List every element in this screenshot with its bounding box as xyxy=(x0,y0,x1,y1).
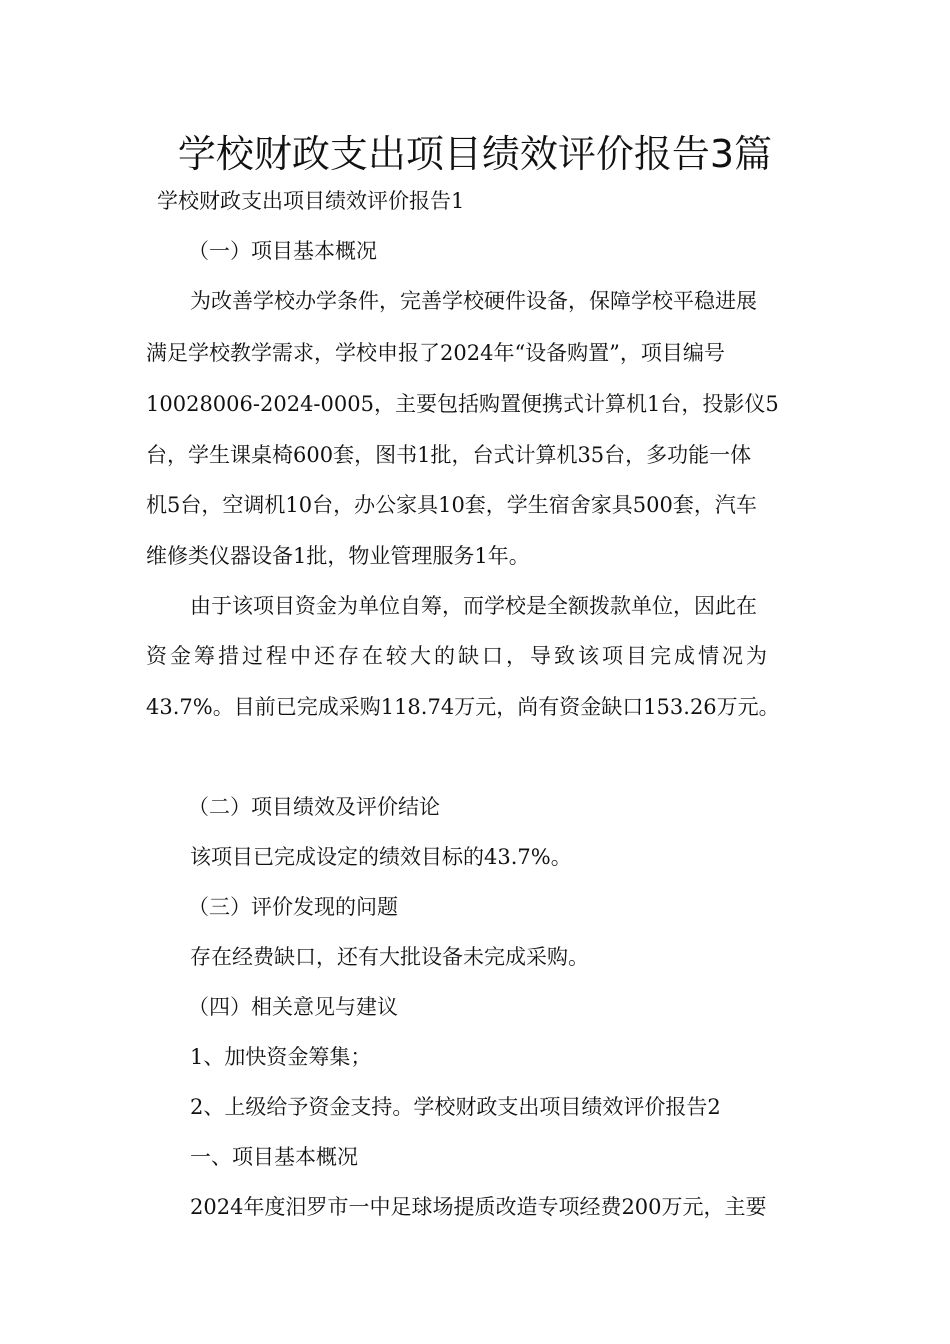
section-4-heading: （四）相关意见与建议 xyxy=(188,995,398,1019)
paragraph-line: 台，学生课桌椅600套，图书1批，台式计算机35台，多功能一体 xyxy=(146,443,752,467)
section-4-item-1: 1、加快资金筹集； xyxy=(190,1045,372,1069)
paragraph-line: 为改善学校办学条件，完善学校硬件设备，保障学校平稳进展 xyxy=(190,289,757,313)
paragraph-line: 机5台，空调机10台，办公家具10套，学生宿舍家具500套，汽车 xyxy=(146,493,757,517)
part-2-heading: 一、项目基本概况 xyxy=(190,1145,358,1169)
section-3-text: 存在经费缺口，还有大批设备未完成采购。 xyxy=(190,945,589,969)
paragraph-line: 满足学校教学需求，学校申报了2024年“设备购置”，项目编号 xyxy=(146,341,725,365)
section-1-heading: （一）项目基本概况 xyxy=(188,239,377,263)
paragraph-line: 10028006-2024-0005，主要包括购置便携式计算机1台，投影仪5 xyxy=(146,392,779,416)
report-1-subtitle: 学校财政支出项目绩效评价报告1 xyxy=(157,189,465,213)
paragraph-line: 维修类仪器设备1批，物业管理服务1年。 xyxy=(146,544,530,568)
section-2-heading: （二）项目绩效及评价结论 xyxy=(188,795,440,819)
section-3-heading: （三）评价发现的问题 xyxy=(188,895,398,919)
paragraph-line: 由于该项目资金为单位自筹，而学校是全额拨款单位，因此在 xyxy=(190,594,757,618)
paragraph-line: 43.7%。目前已完成采购118.74万元，尚有资金缺口153.26万元。 xyxy=(146,695,780,719)
part-2-text: 2024年度汨罗市一中足球场提质改造专项经费200万元，主要 xyxy=(190,1195,767,1219)
paragraph-line: 资金筹措过程中还存在较大的缺口，导致该项目完成情况为 xyxy=(146,644,770,668)
document-title: 学校财政支出项目绩效评价报告3篇 xyxy=(177,132,773,176)
section-4-item-2: 2、上级给予资金支持。学校财政支出项目绩效评价报告2 xyxy=(190,1095,721,1119)
section-2-text: 该项目已完成设定的绩效目标的43.7%。 xyxy=(190,845,572,869)
